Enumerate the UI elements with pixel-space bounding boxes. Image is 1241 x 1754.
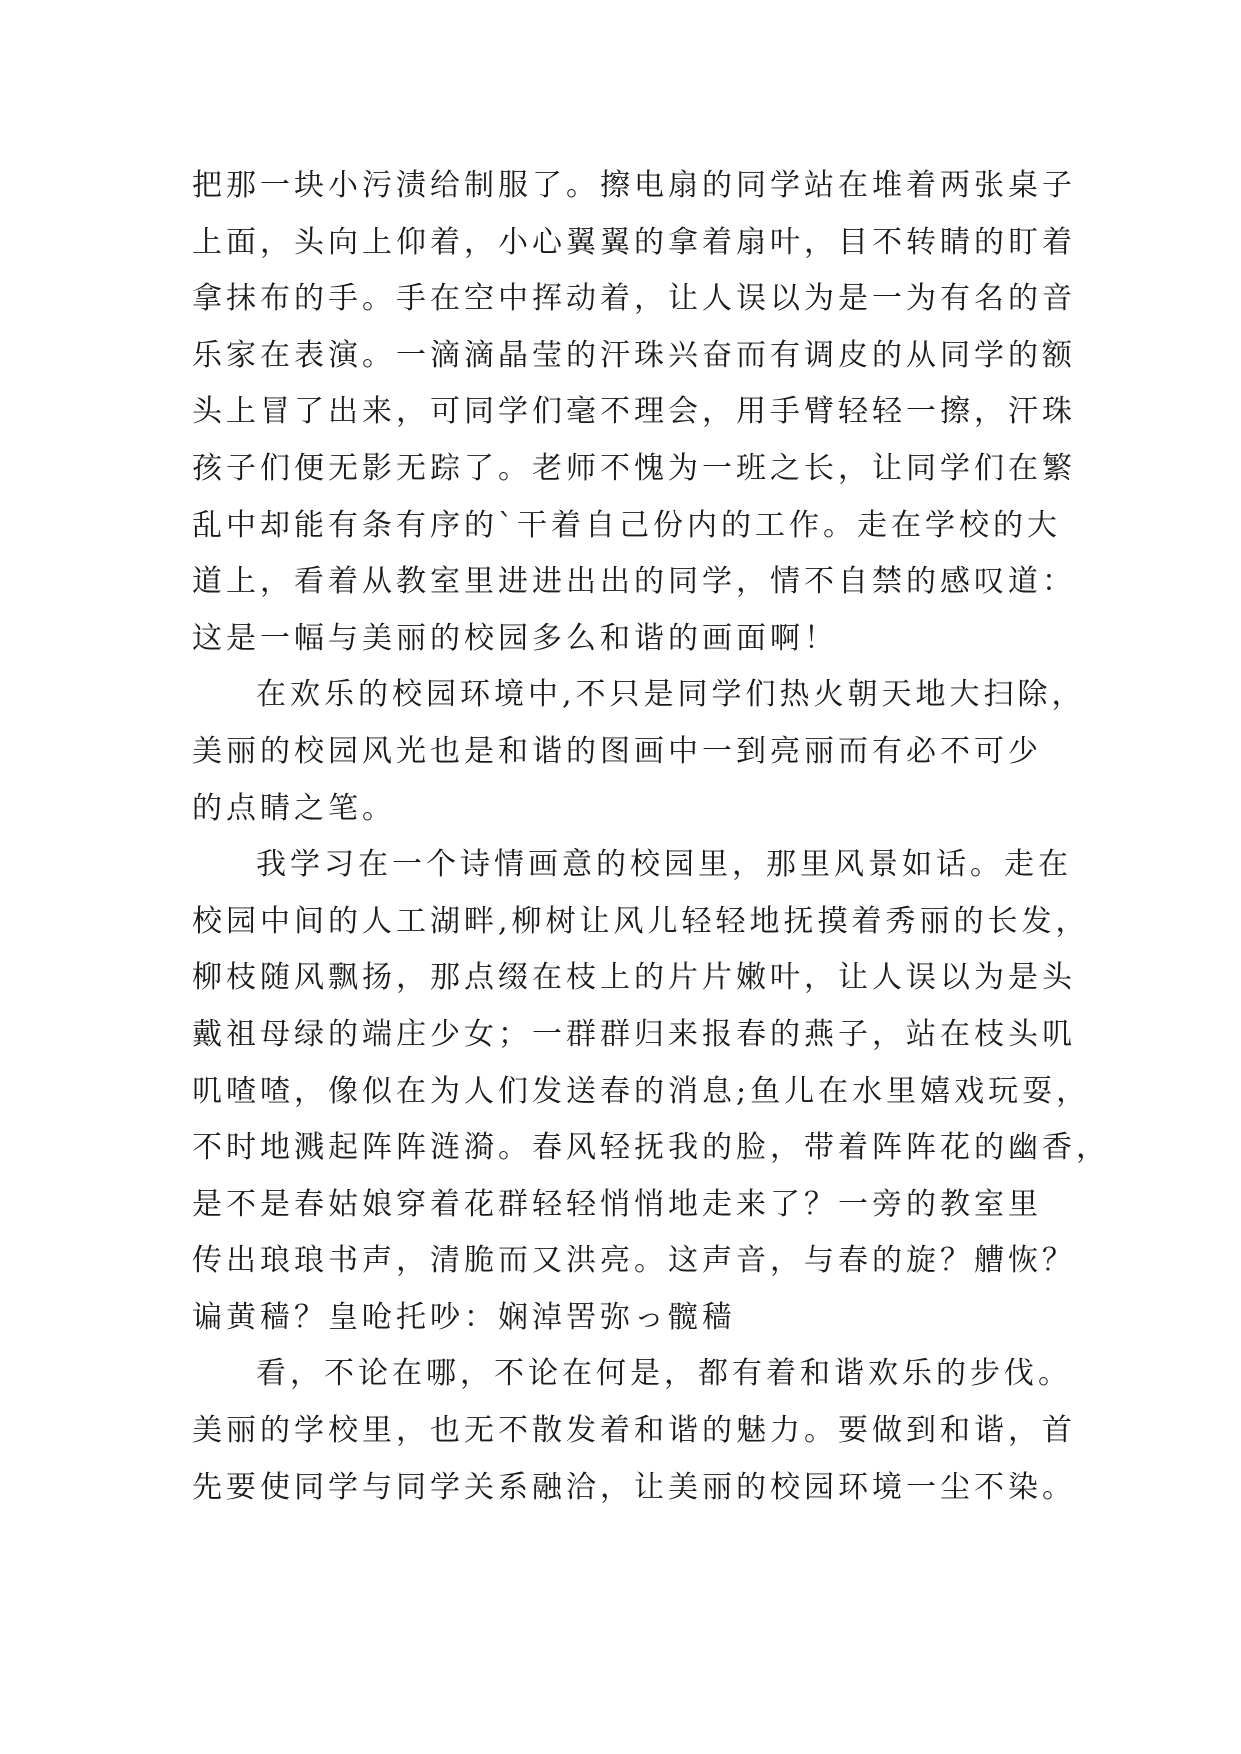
text-line: 拿抹布的手。手在空中挥动着，让人误以为是一为有名的音 — [192, 281, 1076, 317]
text-line: 把那一块小污渍给制服了。擦电扇的同学站在堆着两张桌子 — [192, 168, 1076, 203]
text-line: 柳枝随风飘扬，那点缀在枝上的片片嫩叶，让人误以为是头 — [192, 960, 1076, 996]
text-line: 乐家在表演。一滴滴晶莹的汗珠兴奋而有调皮的从同学的额 — [192, 337, 1076, 373]
text-line: 孩子们便无影无踪了。老师不愧为一班之长，让同学们在繁 — [192, 450, 1076, 486]
text-line: 传出琅琅书声，清脆而又洪亮。这声音，与春的旋？艚恢？ — [192, 1243, 1076, 1279]
paragraph-first-line: 看，不论在哪，不论在何是，都有着和谐欢乐的步伐。 — [256, 1356, 1072, 1392]
paragraph-first-line: 我学习在一个诗情画意的校园里，那里风景如话。走在 — [256, 847, 1072, 883]
text-line: 乱中却能有条有序的`干着自己份内的工作。走在学校的大 — [192, 507, 1061, 543]
text-line: 的点睛之笔。 — [192, 790, 396, 826]
text-line: 道上，看着从教室里进进出出的同学，情不自禁的感叹道： — [192, 564, 1076, 600]
text-line: 上面，头向上仰着，小心翼翼的拿着扇叶，目不转睛的盯着 — [192, 224, 1076, 260]
text-line: 校园中间的人工湖畔,柳树让风儿轻轻地抚摸着秀丽的长发， — [192, 903, 1090, 939]
paragraph-first-line: 在欢乐的校园环境中,不只是同学们热火朝天地大扫除， — [256, 677, 1086, 713]
text-line: 先要使同学与同学关系融洽，让美丽的校园环境一尘不染。 — [192, 1469, 1076, 1505]
document-body — [192, 158, 1110, 1516]
text-line: 美丽的学校里，也无不散发着和谐的魅力。要做到和谐，首 — [192, 1413, 1076, 1449]
text-line: 头上冒了出来，可同学们毫不理会，用手臂轻轻一擦，汗珠 — [192, 394, 1076, 430]
text-line: 这是一幅与美丽的校园多么和谐的画面啊！ — [192, 620, 838, 656]
text-line: 谝黄穑？皇呛托吵：娴淖罟弥っ髋穑 — [192, 1299, 736, 1335]
text-line: 是不是春姑娘穿着花群轻轻悄悄地走来了？一旁的教室里 — [192, 1186, 1042, 1222]
text-line: 戴祖母绿的端庄少女；一群群归来报春的燕子，站在枝头叽 — [192, 1016, 1076, 1052]
text-line: 不时地溅起阵阵涟漪。春风轻抚我的脸，带着阵阵花的幽香， — [192, 1130, 1110, 1166]
text-line: 美丽的校园风光也是和谐的图画中一到亮丽而有必不可少 — [192, 733, 1042, 769]
text-line: 叽喳喳，像似在为人们发送春的消息;鱼儿在水里嬉戏玩耍， — [192, 1073, 1091, 1109]
